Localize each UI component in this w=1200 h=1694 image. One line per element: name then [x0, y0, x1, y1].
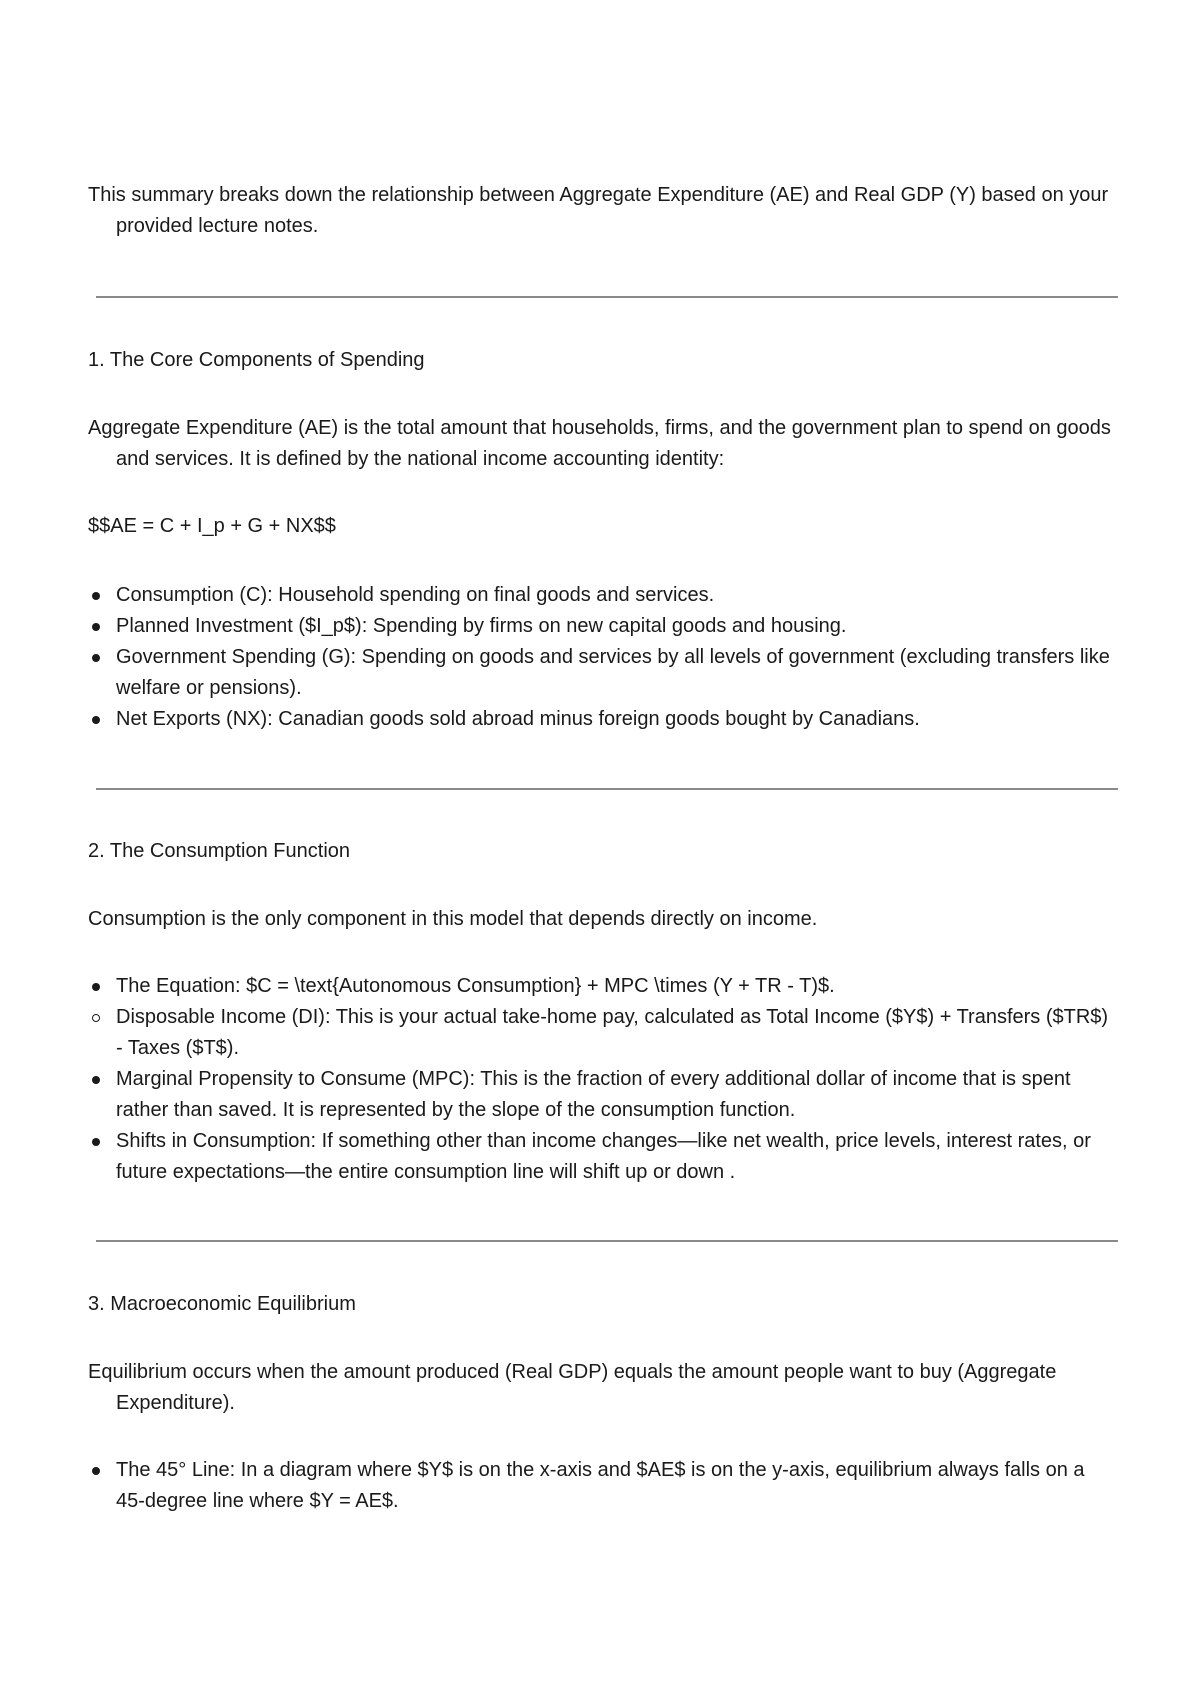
section-3-paragraph: Equilibrium occurs when the amount produced (Real GDP) equals the amount people want to buy (Aggregate Expenditure). — [88, 1361, 1057, 1414]
list-item: Net Exports (NX): Canadian goods sold abroad minus foreign goods bought by Canadians. — [88, 704, 1118, 735]
divider-2 — [96, 788, 1118, 790]
bullet-icon — [92, 592, 100, 600]
list-item: Consumption (C): Household spending on final goods and services. — [88, 580, 1118, 611]
section-3-bullet-list — [88, 1455, 1118, 1517]
list-item: The Equation: $C = \text{Autonomous Consumption} + MPC \times (Y + TR - T)$. — [88, 971, 1118, 1002]
list-item: Shifts in Consumption: If something other than income changes—like net wealth, price levels, interest rates, or future expectations—the entire consumption line will shift up or down . — [88, 1126, 1118, 1188]
hollow-bullet-icon — [92, 1014, 100, 1022]
section-2-bullet-list — [88, 971, 1118, 1188]
section-1-heading: 1. The Core Components of Spending — [88, 349, 425, 371]
bullet-icon — [92, 654, 100, 662]
section-2-paragraph: Consumption is the only component in this model that depends directly on income. — [88, 908, 818, 930]
bullet-icon — [92, 1138, 100, 1146]
bullet-icon — [92, 623, 100, 631]
bullet-icon — [92, 1467, 100, 1475]
divider-1 — [96, 296, 1118, 298]
bullet-icon — [92, 1076, 100, 1084]
list-item: Disposable Income (DI): This is your actual take-home pay, calculated as Total Income ($Y$) + Transfers ($TR$) - Taxes ($T$). — [88, 1002, 1118, 1064]
section-1-bullet-list — [88, 580, 1118, 735]
list-item: Planned Investment ($I_p$): Spending by firms on new capital goods and housing. — [88, 611, 1118, 642]
list-item: The 45° Line: In a diagram where $Y$ is on the x-axis and $AE$ is on the y-axis, equilibrium always falls on a 45-degree line where $Y = AE$. — [88, 1455, 1118, 1517]
section-2-heading: 2. The Consumption Function — [88, 840, 351, 862]
list-item: Government Spending (G): Spending on goods and services by all levels of government (excluding transfers like welfare or pensions). — [88, 642, 1118, 704]
section-1-paragraph: Aggregate Expenditure (AE) is the total amount that households, firms, and the government plan to spend on goods and services. It is defined by the national income accounting identity: — [88, 417, 1111, 470]
bullet-icon — [92, 983, 100, 991]
list-item: Marginal Propensity to Consume (MPC): This is the fraction of every additional dollar of income that is spent rather than saved. It is represented by the slope of the consumption function. — [88, 1064, 1118, 1126]
divider-3 — [96, 1240, 1118, 1242]
section-3-heading: 3. Macroeconomic Equilibrium — [88, 1293, 356, 1315]
intro-paragraph: This summary breaks down the relationship between Aggregate Expenditure (AE) and Real GDP (Y) based on your provided lecture notes. — [88, 184, 1109, 237]
bullet-icon — [92, 716, 100, 724]
section-1-equation: $$AE = C + I_p + G + NX$$ — [88, 515, 336, 537]
